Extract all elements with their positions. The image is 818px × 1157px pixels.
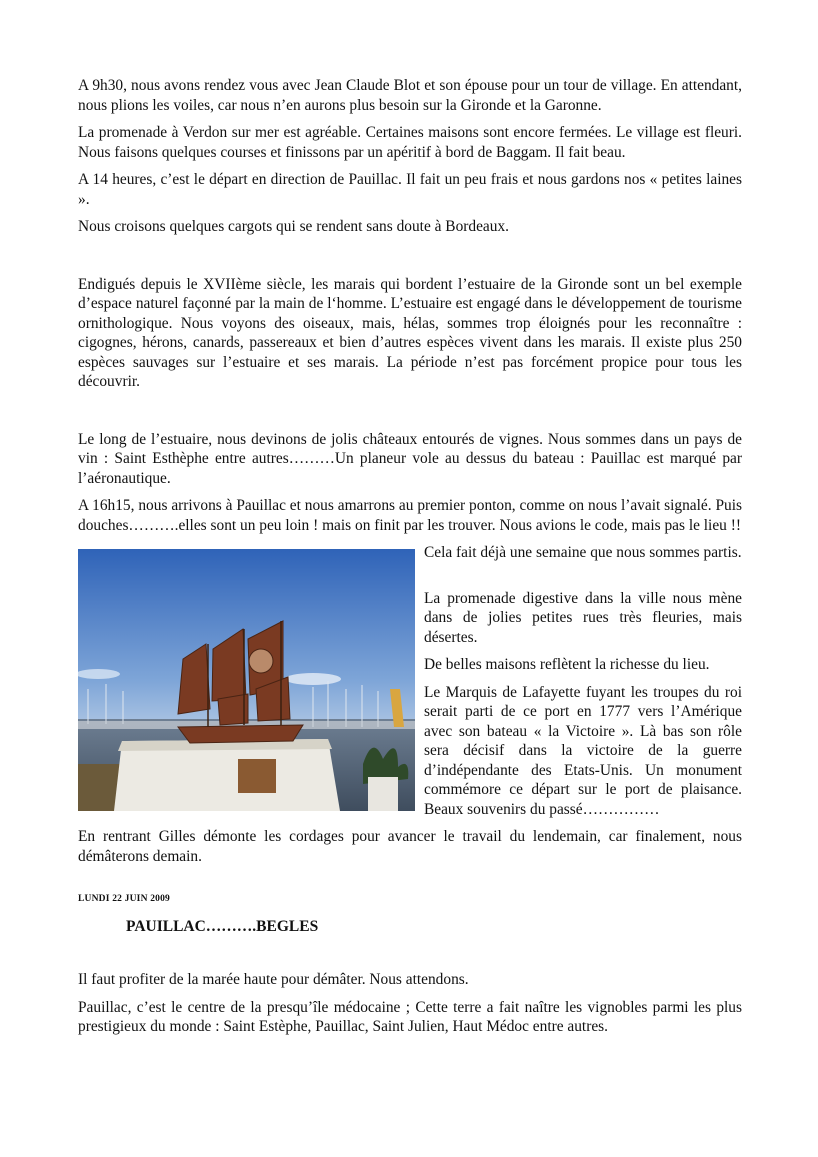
paragraph-marais: Endigués depuis le XVIIème siècle, les marais qui bordent l’estuaire de la Gironde sont un bel exemple d’espace naturel façonné par la main de l‘homme. L’estuaire est engagé dans le développement de tourisme ornithologique. Nous voyons des oiseaux, mais, hélas, sommes trop éloignés pour les reconnaître : cigognes, hérons, canards, passereaux et bien d’autres espèces vivent dans les marais. Il existe plus 250 espèces sauvages sur l’estuaire et ses marais. La période n’est pas forcément propice pour tous les découvrir. — [78, 275, 742, 390]
paragraph: Le long de l’estuaire, nous devinons de jolis châteaux entourés de vignes. Nous sommes dans un pays de vin : Saint Esthèphe entre autres………Un planeur vole au dessus du bateau : Pauillac est marqué par l’aéronautique. — [78, 430, 742, 487]
paragraph: De belles maisons reflètent la richesse du lieu. — [424, 656, 710, 673]
paragraph: Pauillac, c’est le centre de la presqu’île médocaine ; Cette terre a fait naître les vignobles parmi les plus prestigieux du monde : Saint Estèphe, Pauillac, Saint Julien, Haut Médoc entre autres. — [78, 998, 742, 1035]
spacer — [78, 400, 742, 430]
paragraph: Il faut profiter de la marée haute pour démâter. Nous attendons. — [78, 971, 469, 988]
paragraph: En rentrant Gilles démonte les cordages pour avancer le travail du lendemain, car finalement, nous démâterons demain. — [78, 828, 742, 865]
ship-monument-photo — [78, 549, 415, 811]
document-page — [78, 76, 742, 1045]
paragraph: Cela fait déjà une semaine que nous sommes partis. — [424, 544, 742, 561]
figure-section — [78, 543, 742, 819]
paragraph: A 16h15, nous arrivons à Pauillac et nous amarrons au premier ponton, comme on nous l’avait signalé. Puis douches……….elles sont un peu loin ! mais on finit par les trouver. Nous avions le code, mais pas le lieu !! — [78, 497, 742, 534]
section-heading: PAUILLAC……….BEGLES — [126, 917, 319, 935]
paragraph: La promenade à Verdon sur mer est agréable. Certaines maisons sont encore fermées. Le village est fleuri. Nous faisons quelques courses et finissons par un apéritif à bord de Baggam. Il fait beau. — [78, 124, 742, 161]
paragraph: A 14 heures, c’est le départ en direction de Pauillac. Il fait un peu frais et nous gardons nos « petites laines ». — [78, 171, 742, 208]
spacer — [78, 245, 742, 275]
paragraph: Nous croisons quelques cargots qui se rendent sans doute à Bordeaux. — [78, 218, 509, 235]
paragraph: Le Marquis de Lafayette fuyant les troupes du roi serait parti de ce port en 1777 vers l’Amérique avec son bateau « la Victoire ». Là bas son rôle sera décisif dans la victoire de la guerre d’indépendante des Etats-Unis. Un monument commémore ce départ sur le port de plaisance. Beaux souvenirs du passé…………… — [424, 683, 742, 818]
date-label: LUNDI 22 JUIN 2009 — [78, 894, 171, 904]
paragraph: A 9h30, nous avons rendez vous avec Jean Claude Blot et son épouse pour un tour de village. En attendant, nous plions les voiles, car nous n’en aurons plus besoin sur la Gironde et la Garonne. — [78, 77, 742, 114]
paragraph: La promenade digestive dans la ville nous mène dans de jolies petites rues très fleuries, mais désertes. — [424, 589, 742, 646]
